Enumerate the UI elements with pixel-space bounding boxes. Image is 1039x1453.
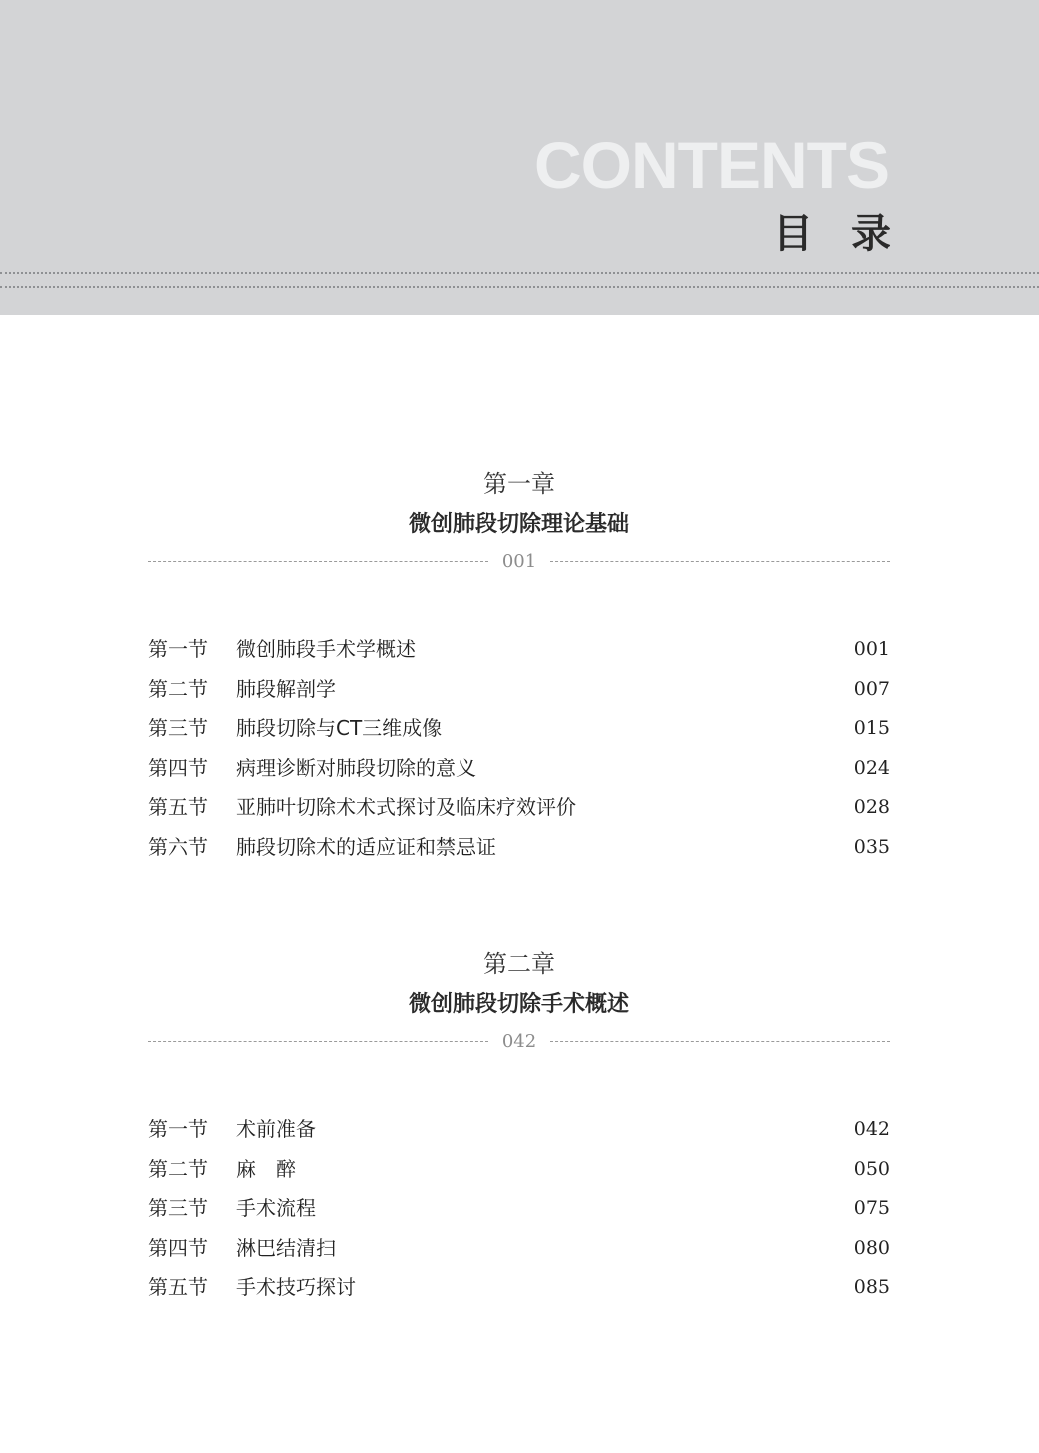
toc-entry[interactable] [148,1274,890,1314]
section-title: 淋巴结清扫 [236,1235,336,1260]
section-label: 第五节 [148,1275,208,1299]
section-label: 第六节 [148,834,208,859]
contents-header-band [0,0,1039,315]
chapter-page-number: 042 [501,1031,537,1052]
section-label: 第一节 [148,637,208,661]
header-dotted-divider-bottom [0,286,1039,288]
section-label: 第四节 [148,1235,208,1260]
toc-entry[interactable] [148,715,890,755]
toc-entry[interactable] [148,1116,890,1156]
chapter-heading-2 [148,952,890,1052]
section-page-number: 015 [853,717,890,739]
chapter-page-number: 001 [501,551,537,572]
section-label: 第三节 [148,716,208,740]
section-page-number: 001 [853,638,890,660]
toc-entry[interactable] [148,676,890,716]
chapter-title[interactable]: 微创肺段切除手术概述 [408,992,629,1017]
section-page-number: 075 [853,1197,890,1219]
chapter-heading-1 [148,472,890,572]
section-page-number: 050 [853,1157,890,1180]
toc-entry[interactable] [148,834,890,874]
section-label: 第一节 [148,1117,208,1141]
chapter-title[interactable]: 微创肺段切除理论基础 [408,512,629,537]
section-page-number: 085 [853,1276,890,1298]
chapter-1-section-list [148,636,890,873]
section-title: 病理诊断对肺段切除的意义 [236,755,476,780]
section-page-number: 007 [853,677,890,700]
section-title: 手术技巧探讨 [236,1275,356,1299]
toc-entry[interactable] [148,1195,890,1235]
section-label: 第三节 [148,1196,208,1220]
chapter-page-rule [148,1032,890,1052]
section-page-number: 080 [853,1236,890,1259]
contents-title-cn: 目录 [773,211,929,257]
section-title: 手术流程 [236,1196,316,1220]
section-title: 肺段解剖学 [236,676,336,701]
section-title: 微创肺段手术学概述 [236,637,416,661]
chapter-number: 第一章 [483,470,555,498]
section-title: 肺段切除与CT三维成像 [236,716,443,740]
chapter-2-section-list [148,1116,890,1314]
toc-entry[interactable] [148,755,890,795]
header-dotted-divider-top [0,272,1039,274]
toc-entry[interactable] [148,636,890,676]
section-title: 术前准备 [236,1117,316,1141]
toc-entry[interactable] [148,1156,890,1196]
section-page-number: 024 [853,756,890,779]
section-page-number: 028 [853,796,890,818]
chapter-number: 第二章 [483,950,555,978]
chapter-page-rule [148,552,890,572]
section-title: 肺段切除术的适应证和禁忌证 [236,834,496,859]
toc-entry[interactable] [148,1235,890,1275]
contents-title-en: CONTENTS [534,128,889,202]
section-page-number: 042 [853,1118,890,1140]
section-title: 麻 醉 [236,1156,296,1181]
section-label: 第五节 [148,795,208,819]
section-page-number: 035 [853,835,890,858]
section-label: 第二节 [148,1156,208,1181]
section-label: 第二节 [148,676,208,701]
section-title: 亚肺叶切除术术式探讨及临床疗效评价 [236,795,576,819]
toc-entry[interactable] [148,794,890,834]
section-label: 第四节 [148,755,208,780]
